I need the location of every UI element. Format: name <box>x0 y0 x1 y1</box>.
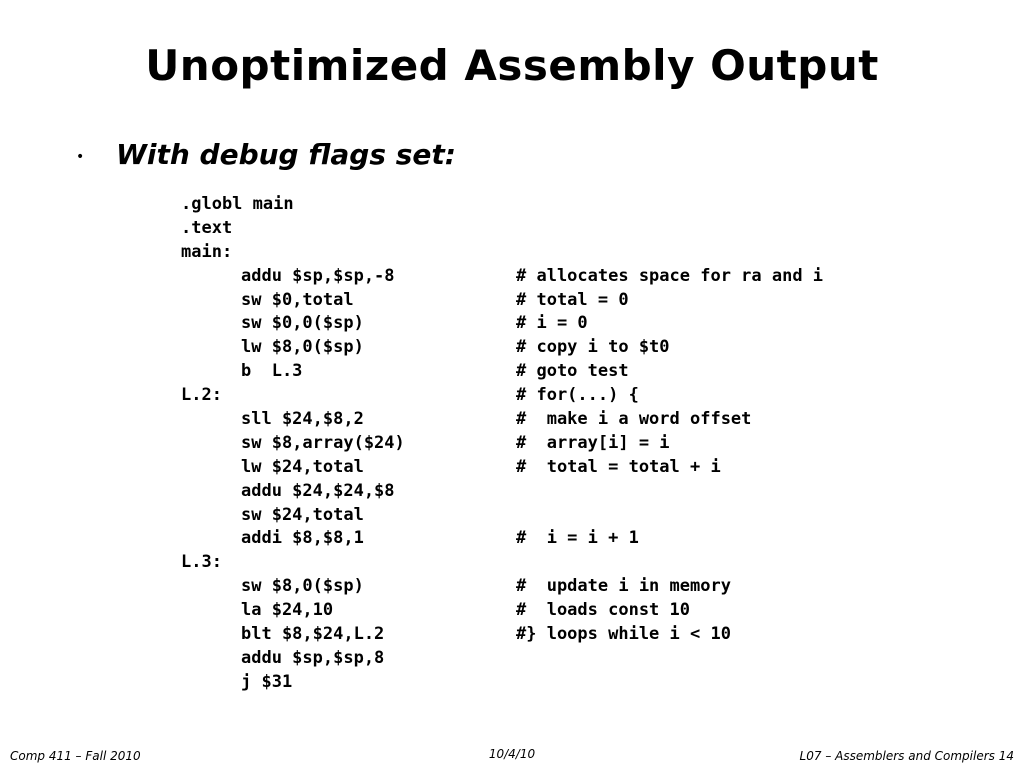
code-instruction: sll $24,$8,2 <box>241 409 364 430</box>
code-comment: # i = 0 <box>516 313 588 334</box>
code-instruction: j $31 <box>241 671 293 692</box>
code-comment: # goto test <box>516 361 629 382</box>
footer-course: Comp 411 – Fall 2010 <box>10 749 141 763</box>
code-comment: # array[i] = i <box>516 432 670 453</box>
code-label: .globl main <box>181 194 294 214</box>
code-comment: # update i in memory <box>516 576 731 597</box>
code-instruction: sw $0,0($sp) <box>241 313 364 334</box>
code-comment: # copy i to $t0 <box>516 337 670 358</box>
code-instruction: addu $sp,$sp,8 <box>241 647 385 668</box>
code-label: L.2: <box>181 385 222 406</box>
code-comment: # total = total + i <box>516 456 721 477</box>
code-comment: #} loops while i < 10 <box>516 624 731 645</box>
code-instruction: addi $8,$8,1 <box>241 528 364 549</box>
code-comment: # make i a word offset <box>516 409 752 430</box>
code-label: main: <box>181 241 233 262</box>
code-instruction: lw $8,0($sp) <box>241 337 364 358</box>
code-label: .text <box>181 217 233 238</box>
code-label: L.3: <box>181 552 222 573</box>
code-instruction: addu $24,$24,$8 <box>241 480 395 501</box>
code-instruction: sw $0,total <box>241 289 354 310</box>
code-instruction: la $24,10 <box>241 600 334 621</box>
bullet-text: With debug flags set: <box>116 138 456 171</box>
code-instruction: sw $8,array($24) <box>241 432 405 453</box>
code-instruction: sw $24,total <box>241 504 364 525</box>
slide-title: Unoptimized Assembly Output <box>145 41 879 90</box>
code-comment: # for(...) { <box>516 385 639 406</box>
footer-date: 10/4/10 <box>488 747 536 761</box>
bullet-marker: • <box>76 149 85 165</box>
code-instruction: b L.3 <box>241 361 303 382</box>
code-comment: # total = 0 <box>516 289 629 310</box>
code-comment: # loads const 10 <box>516 600 690 621</box>
code-instruction: lw $24,total <box>241 456 364 477</box>
code-instruction: sw $8,0($sp) <box>241 576 364 597</box>
code-comment: # allocates space for ra and i <box>516 265 824 286</box>
code-instruction: addu $sp,$sp,-8 <box>241 265 395 286</box>
footer-lecture-page: L07 – Assemblers and Compilers 14 <box>799 749 1014 763</box>
code-instruction: blt $8,$24,L.2 <box>241 624 385 645</box>
code-comment: # i = i + 1 <box>516 528 639 549</box>
